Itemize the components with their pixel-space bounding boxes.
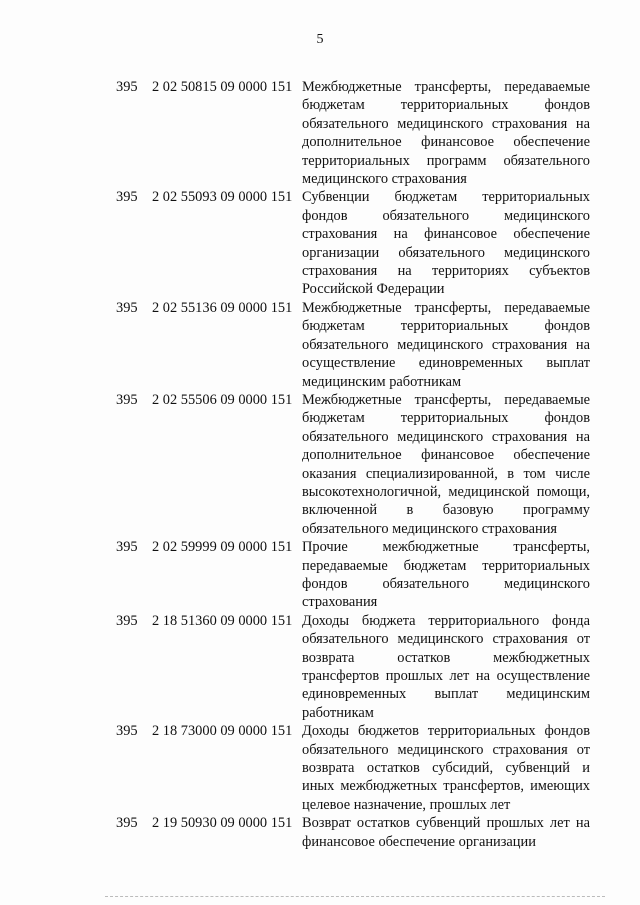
budget-classification-code: 2 18 51360 09 0000 151 <box>152 612 293 629</box>
budget-classification-code: 2 18 73000 09 0000 151 <box>152 723 293 740</box>
list-item <box>0 612 640 722</box>
budget-classification-code: 2 19 50930 09 0000 151 <box>152 815 293 832</box>
income-description: Межбюджетные трансферты, передаваемые бюджетам территориальных фондов обязательного медицинского страхования на дополнительное финансовое обеспечение территориальных программ обязательного медицинского страхования <box>302 79 590 188</box>
budget-classification-code: 2 02 59999 09 0000 151 <box>152 539 293 556</box>
list-item <box>0 391 640 538</box>
admin-code: 395 <box>116 299 138 316</box>
income-description: Межбюджетные трансферты, передаваемые бюджетам территориальных фондов обязательного медицинского страхования на дополнительное финансовое обеспечение оказания специализированной, в том числе высокотехнологичной, медицинской помощи, включенной в базовую программу обязательного медицинского страхования <box>302 391 590 537</box>
budget-classification-code: 2 02 50815 09 0000 151 <box>152 79 293 95</box>
list-item <box>0 78 640 188</box>
page-number: 5 <box>316 32 324 47</box>
income-description: Доходы бюджета территориального фонда обязательного медицинского страхования от возврата остатков межбюджетных трансфертов прошлых лет на осуществление единовременных выплат медицинским работникам <box>302 612 590 721</box>
income-description: Межбюджетные трансферты, передаваемые бюджетам территориальных фондов обязательного медицинского страхования на осуществление единовременных выплат медицинским работникам <box>302 299 590 390</box>
income-codes-list <box>0 78 640 851</box>
admin-code: 395 <box>116 391 138 408</box>
admin-code: 395 <box>116 539 138 556</box>
list-item <box>0 538 640 612</box>
income-description: Субвенции бюджетам территориальных фондов обязательного медицинского страхования на финансовое обеспечение организации обязательного медицинского страхования на территориях субъектов Российской Федерации <box>302 189 590 298</box>
income-description: Доходы бюджетов территориальных фондов обязательного медицинского страхования от возврата остатков субсидий, субвенций и иных межбюджетных трансфертов, имеющих целевое назначение, прошлых лет <box>302 723 590 813</box>
admin-code: 395 <box>116 723 138 740</box>
list-item <box>0 814 640 851</box>
income-description: Возврат остатков субвенций прошлых лет на финансовое обеспечение организации <box>302 815 590 850</box>
budget-classification-code: 2 02 55506 09 0000 151 <box>152 391 293 408</box>
admin-code: 395 <box>116 189 138 206</box>
scan-edge-divider <box>105 896 605 897</box>
admin-code: 395 <box>116 79 138 95</box>
list-item <box>0 722 640 814</box>
admin-code: 395 <box>116 815 138 832</box>
income-description: Прочие межбюджетные трансферты, передаваемые бюджетам территориальных фондов обязательного медицинского страхования <box>302 539 590 611</box>
budget-classification-code: 2 02 55136 09 0000 151 <box>152 299 293 316</box>
admin-code: 395 <box>116 612 138 629</box>
list-item <box>0 188 640 298</box>
list-item <box>0 299 640 391</box>
budget-classification-code: 2 02 55093 09 0000 151 <box>152 189 293 206</box>
